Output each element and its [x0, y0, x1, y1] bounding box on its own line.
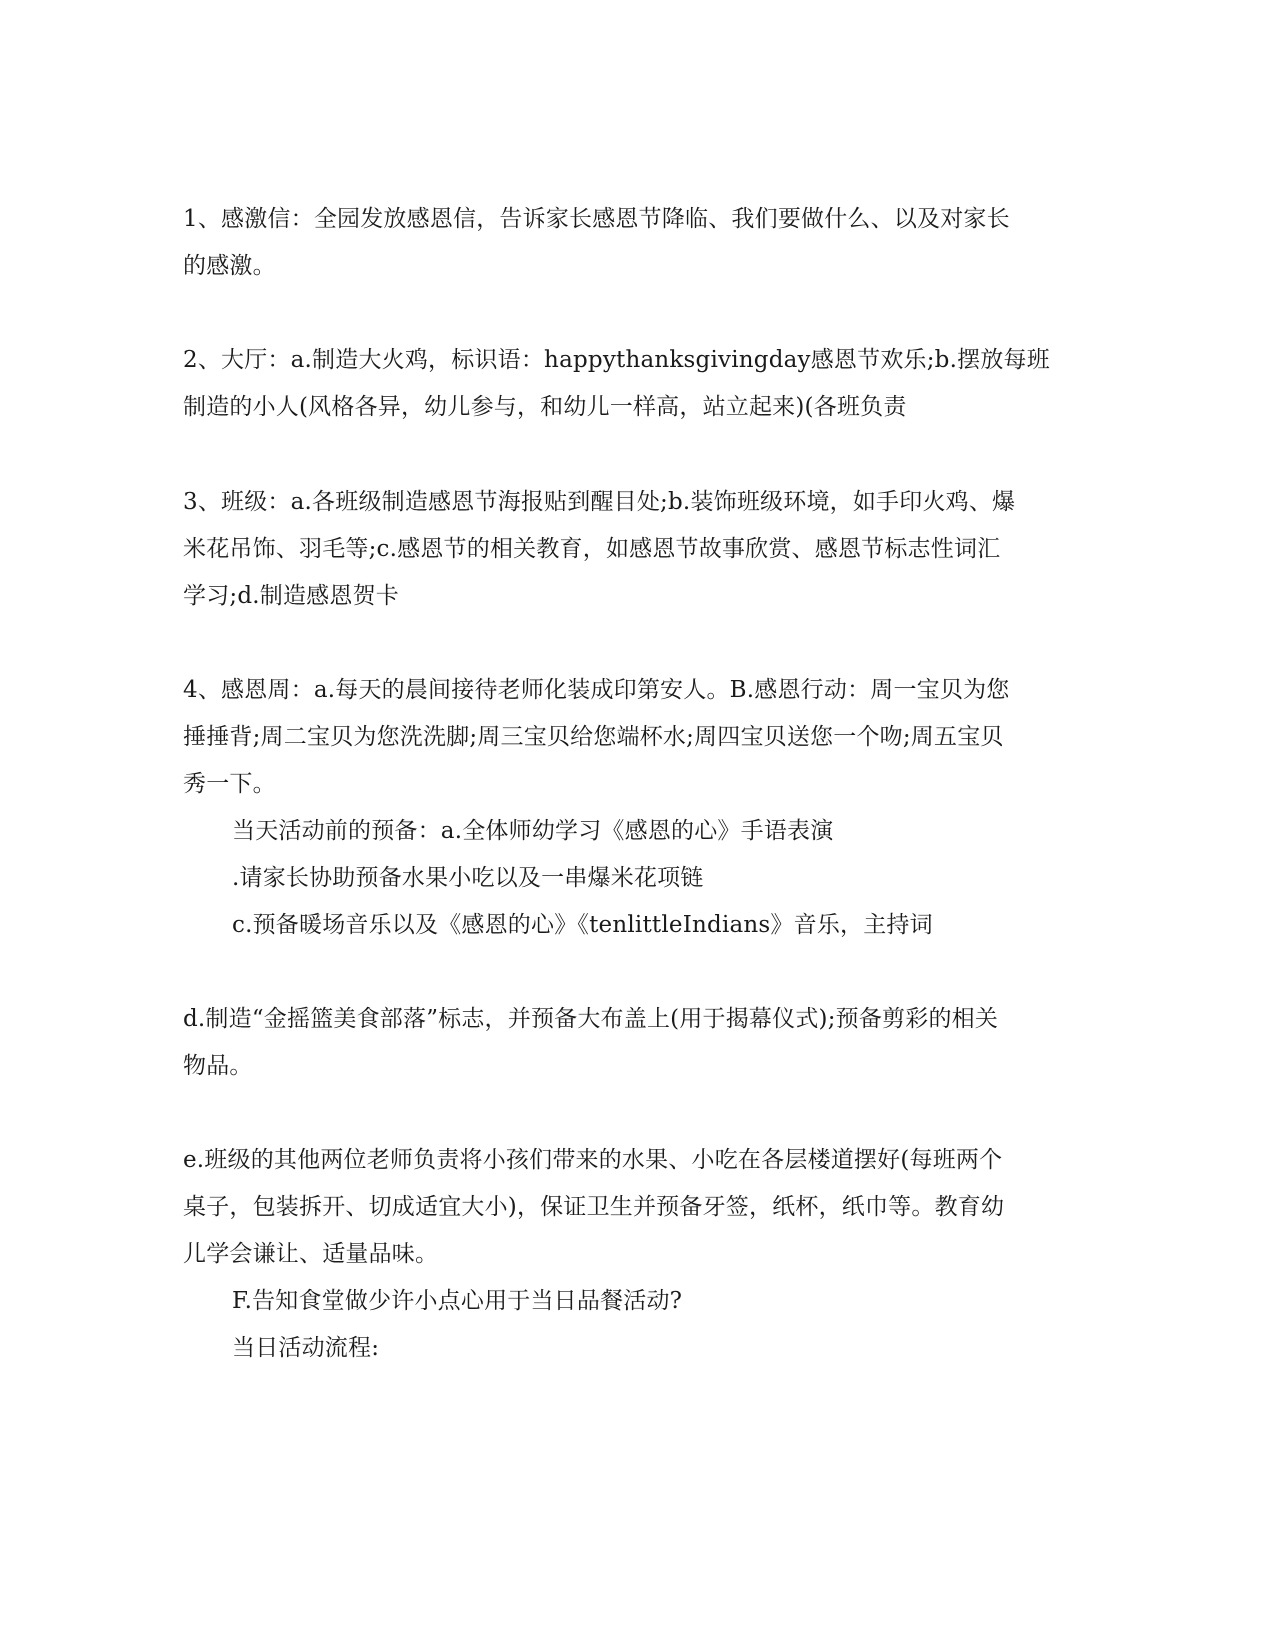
text-line: 学习;d.制造感恩贺卡 — [183, 583, 399, 609]
paragraph-class — [183, 479, 1055, 620]
paragraph-canteen-and-flow — [232, 1278, 1052, 1372]
text-line: c.预备暖场音乐以及《感恩的心》《tenlittleIndians》音乐，主持词 — [232, 912, 933, 938]
text-line: 的感激。 — [183, 253, 276, 279]
text-line: d.制造“金摇篮美食部落”标志，并预备大布盖上(用于揭幕仪式);预备剪彩的相关 — [183, 1006, 999, 1032]
paragraph-hall — [183, 337, 1055, 431]
paragraph-sign — [183, 996, 1055, 1090]
text-line: 制造的小人(风格各异，幼儿参与，和幼儿一样高，站立起来)(各班负责 — [183, 394, 907, 420]
text-line: 3、班级：a.各班级制造感恩节海报贴到醒目处;b.装饰班级环境，如手印火鸡、爆 — [183, 489, 1016, 515]
text-line: 桌子，包装拆开、切成适宜大小)，保证卫生并预备牙签，纸杯，纸巾等。教育幼 — [183, 1194, 1005, 1220]
text-line: 1、感激信：全园发放感恩信，告诉家长感恩节降临、我们要做什么、以及对家长 — [183, 206, 1010, 232]
paragraph-thank-you-letter — [183, 196, 1055, 290]
text-line: 4、感恩周：a.每天的晨间接待老师化装成印第安人。B.感恩行动：周一宝贝为您 — [183, 677, 1010, 703]
text-line: 当日活动流程: — [232, 1335, 380, 1361]
text-line: 当天活动前的预备：a.全体师幼学习《感恩的心》手语表演 — [232, 818, 834, 844]
paragraph-teachers — [183, 1137, 1055, 1278]
text-line: 秀一下。 — [183, 771, 276, 797]
text-line: 米花吊饰、羽毛等;c.感恩节的相关教育，如感恩节故事欣赏、感恩节标志性词汇 — [183, 536, 1001, 562]
paragraph-thanks-week — [183, 667, 1055, 808]
text-line: e.班级的其他两位老师负责将小孩们带来的水果、小吃在各层楼道摆好(每班两个 — [183, 1147, 1003, 1173]
text-line: 儿学会谦让、适量品味。 — [183, 1241, 439, 1267]
text-line: 捶捶背;周二宝贝为您洗洗脚;周三宝贝给您端杯水;周四宝贝送您一个吻;周五宝贝 — [183, 724, 1004, 750]
text-line: 物品。 — [183, 1053, 253, 1079]
text-line: 2、大厅：a.制造大火鸡，标识语：happythanksgivingday感恩节欢乐;b.摆放每班 — [183, 347, 1050, 373]
text-line: .请家长协助预备水果小吃以及一串爆米花项链 — [232, 865, 704, 891]
paragraph-preparation — [232, 808, 1052, 949]
text-line: F.告知食堂做少许小点心用于当日品餐活动? — [232, 1288, 683, 1314]
